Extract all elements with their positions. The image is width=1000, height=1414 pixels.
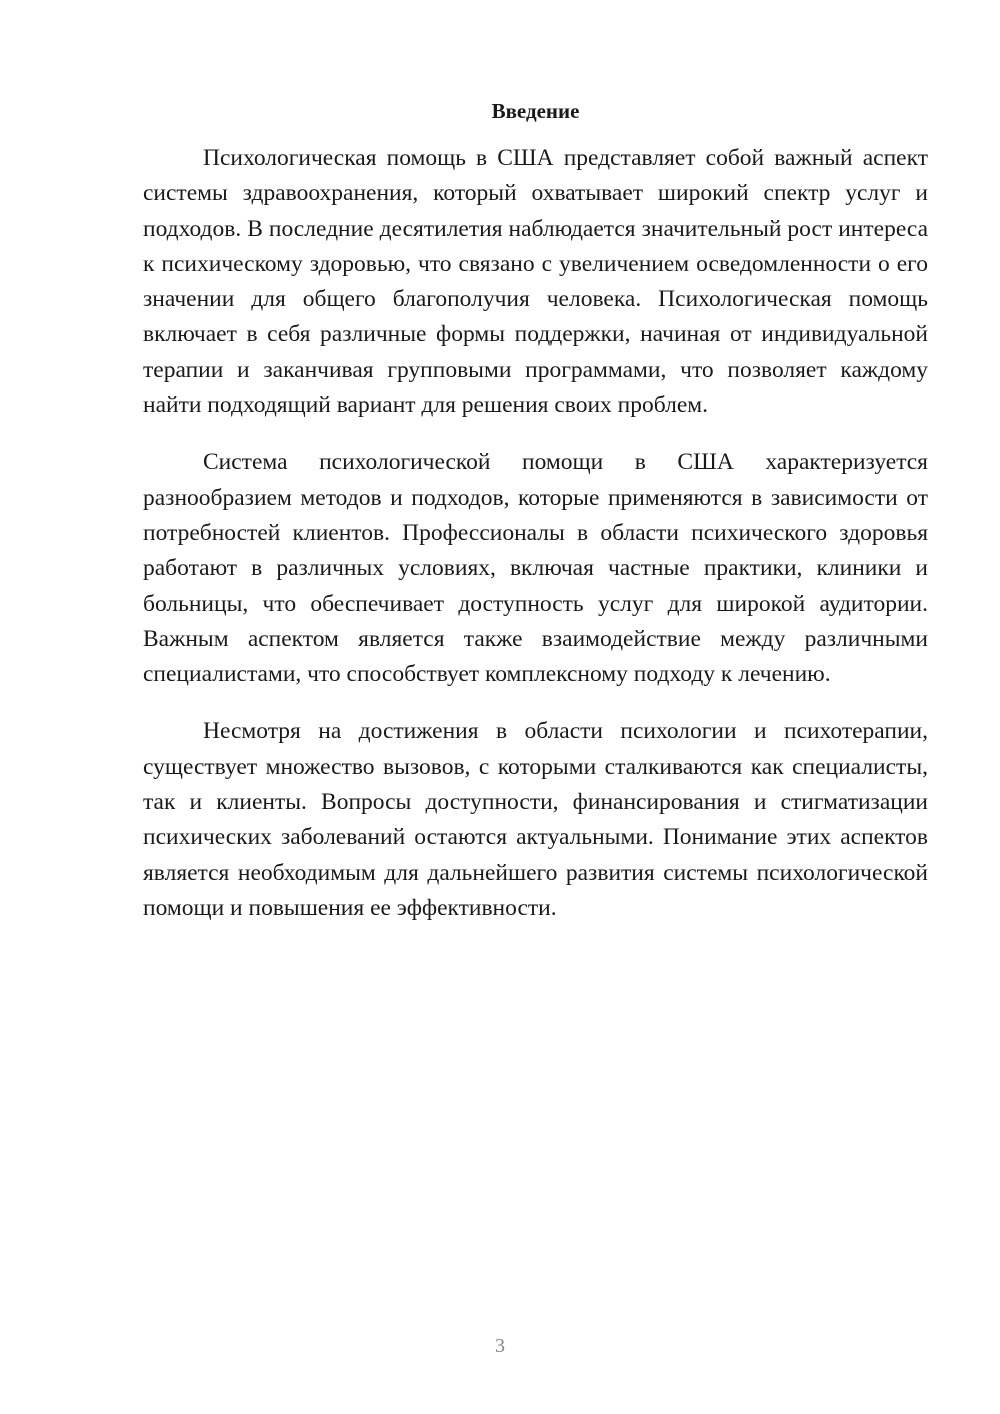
paragraph-2: Система психологической помощи в США характеризуется разнообразием методов и подходов, которые применяются в зависимости от потребностей клиентов. Профессионалы в области психического здоровья работают в различных условиях, включая частные практики, клиники и больницы, что обеспечивает доступность услуг для широкой аудитории. Важным аспектом является также взаимодействие между различными специалистами, что способствует комплексному подходу к лечению.	[143, 449, 928, 688]
body-text	[143, 141, 928, 948]
page-title: Введение	[491, 99, 580, 123]
paragraph-1: Психологическая помощь в США представляет собой важный аспект системы здравоохранения, который охватывает широкий спектр услуг и подходов. В последние десятилетия наблюдается значительный рост интереса к психическому здоровью, что связано с увеличением осведомленности о его значении для общего благополучия человека. Психологическая помощь включает в себя различные формы поддержки, начиная от индивидуальной терапии и заканчивая групповыми программами, что позволяет каждому найти подходящий вариант для решения своих проблем.	[143, 145, 928, 419]
page-number: 3	[495, 1335, 505, 1357]
paragraph-3: Несмотря на достижения в области психологии и психотерапии, существует множество вызовов, с которыми сталкиваются как специалисты, так и клиенты. Вопросы доступности, финансирования и стигматизации психических заболеваний остаются актуальными. Понимание этих аспектов является необходимым для дальнейшего развития системы психологической помощи и повышения ее эффективности.	[143, 718, 928, 921]
